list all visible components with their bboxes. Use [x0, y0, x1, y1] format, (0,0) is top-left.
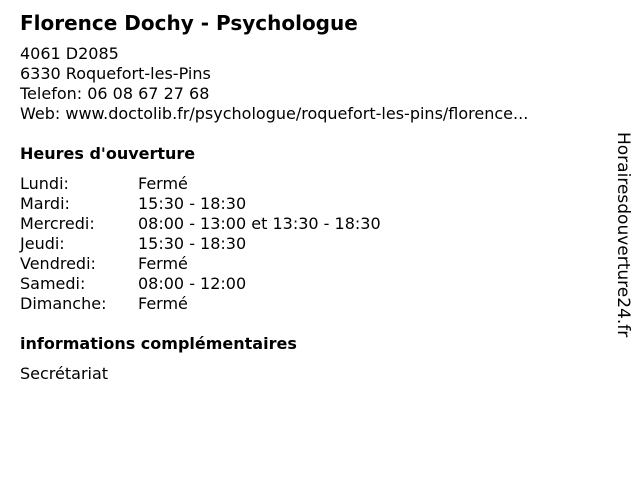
day-label: Dimanche:: [20, 294, 107, 313]
day-label: Jeudi:: [20, 234, 65, 253]
day-label: Mardi:: [20, 194, 70, 213]
day-label: Lundi:: [20, 174, 69, 193]
page-title: Florence Dochy - Psychologue: [20, 11, 358, 35]
day-hours: 08:00 - 12:00: [138, 274, 247, 293]
city-address: 6330 Roquefort-les-Pins: [20, 64, 211, 83]
extra-info-heading: informations complémentaires: [20, 334, 297, 353]
day-hours: 08:00 - 13:00 et 13:30 - 18:30: [138, 214, 381, 233]
website-link[interactable]: Web: www.doctolib.fr/psychologue/roquefort-les-pins/florence...: [20, 104, 529, 123]
day-hours: Fermé: [138, 174, 188, 193]
contact-info: [20, 44, 528, 124]
phone-number: Telefon: 06 08 67 27 68: [20, 84, 210, 103]
day-label: Vendredi:: [20, 254, 96, 273]
extra-info-text: Secrétariat: [20, 364, 109, 383]
day-hours: Fermé: [138, 254, 188, 273]
site-watermark: Horairesdouverture24.fr: [613, 132, 633, 338]
day-label: Samedi:: [20, 274, 86, 293]
opening-hours-heading: Heures d'ouverture: [20, 144, 196, 163]
day-hours: Fermé: [138, 294, 188, 313]
day-label: Mercredi:: [20, 214, 95, 233]
street-address: 4061 D2085: [20, 44, 119, 63]
day-hours: 15:30 - 18:30: [138, 234, 247, 253]
day-hours: 15:30 - 18:30: [138, 194, 247, 213]
